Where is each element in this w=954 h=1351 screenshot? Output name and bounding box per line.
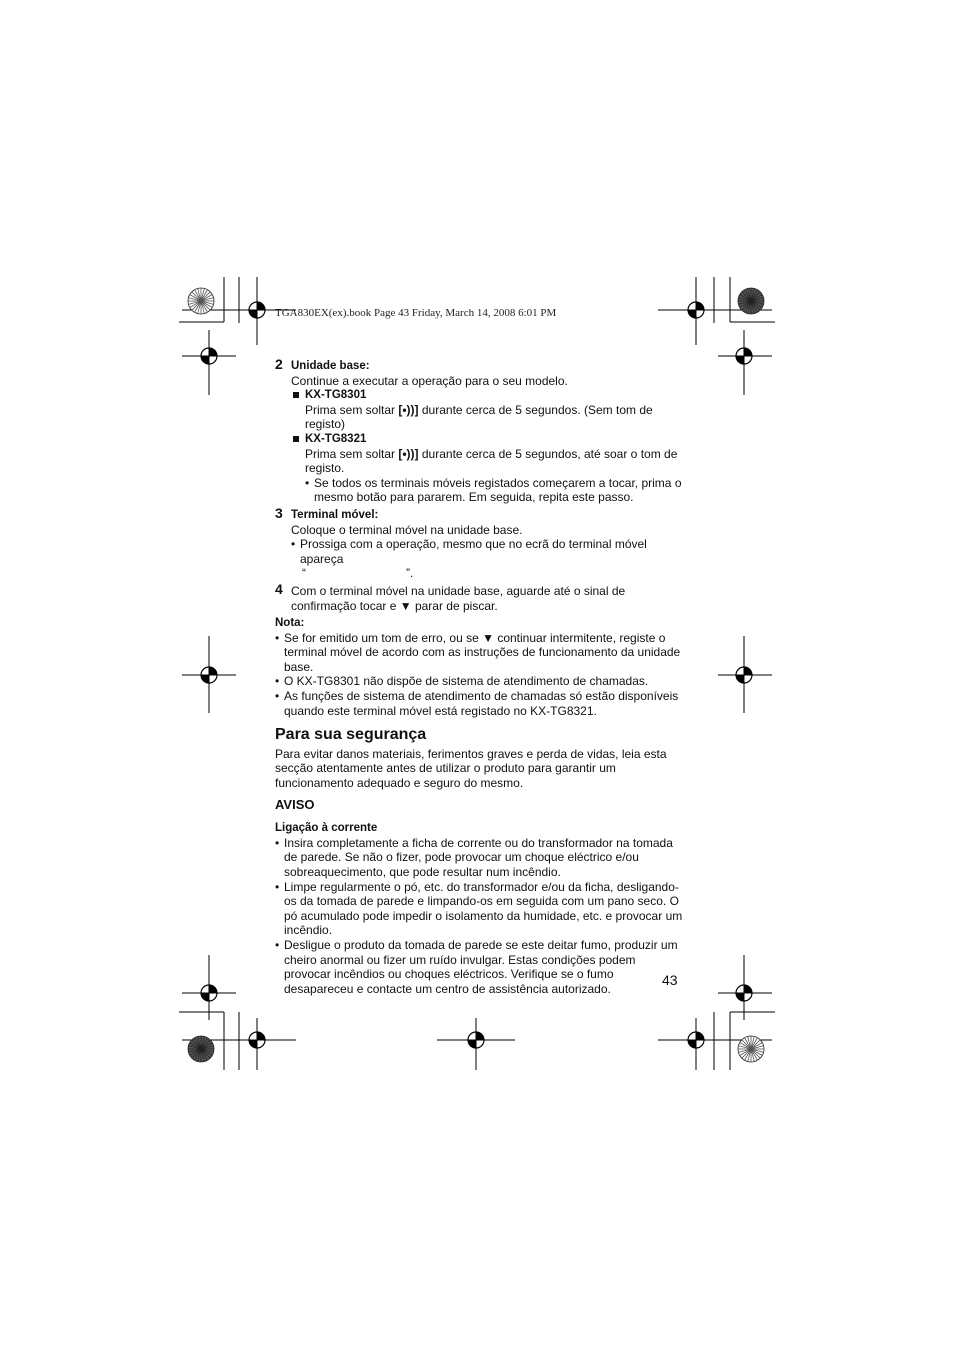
step-number: 2 [275, 356, 283, 372]
antenna-icon: ▼ [399, 598, 412, 613]
page-number: 43 [662, 972, 678, 988]
antenna-icon: ▼ [482, 630, 494, 645]
step-intro: Coloque o terminal móvel na unidade base. [291, 522, 523, 537]
section-title: Para sua segurança [275, 726, 427, 744]
page-content [275, 356, 685, 996]
step-4 [275, 580, 685, 613]
list-item: • Desligue o produto da tomada de parede se este deitar fumo, produzir um cheiro anormal ou fizer um ruído invulgar. Estas condições podem provocar incêndios ou choques eléctricos. Verifique se o fumo desapareceu e contacte um centro de assistência autorizado. [275, 938, 685, 996]
model-instruction: Prima sem soltar [•))] durante cerca de 5 segundos. (Sem tom de registo) [305, 402, 653, 432]
section-intro: Para evitar danos materiais, ferimentos graves e perda de vidas, leia esta secção atentamente antes de utilizar o produto para garantir um funcionamento adequado e seguro do mesmo. [275, 746, 667, 791]
model-kx-tg8321: KX-TG8321 [293, 432, 685, 447]
list-item: • Se for emitido um tom de erro, ou se ▼ continuar intermitente, registe o terminal móvel de acordo com as instruções de funcionamento da unidade base. [275, 631, 685, 675]
list-item: • O KX-TG8301 não dispõe de sistema de atendimento de chamadas. [275, 674, 685, 689]
step-number: 4 [275, 580, 283, 597]
list-item: • Limpe regularmente o pó, etc. do transformador e/ou da ficha, desligando-os da tomada de parede e limpando-os em seguida com um pano seco. O pó acumulado pode impedir o isolamento da humidade, etc. e provocar um incêndio. [275, 880, 685, 938]
list-item: • As funções de sistema de atendimento de chamadas só estão disponíveis quando este terminal móvel está registado no KX-TG8321. [275, 689, 685, 718]
step-text: Com o terminal móvel na unidade base, aguarde até o sinal de confirmação tocar e ▼ parar de piscar. [291, 583, 626, 613]
list-item: • Prossiga com a operação, mesmo que no ecrã do terminal móvel apareça “ ”. [291, 537, 685, 581]
print-header: TGA830EX(ex).book Page 43 Friday, March 14, 2008 6:01 PM [275, 307, 557, 319]
step-title: Unidade base: [291, 360, 370, 372]
subheading: Ligação à corrente [275, 822, 378, 835]
step-3 [275, 504, 685, 581]
warning-heading: AVISO [275, 796, 315, 812]
locator-key-icon: [•))] [398, 402, 419, 417]
note-title: Nota: [275, 617, 305, 630]
list-item: • Se todos os terminais móveis registados começarem a tocar, prima o mesmo botão para pararem. Em seguida, repita este passo. [305, 476, 685, 505]
model-kx-tg8301: KX-TG8301 [293, 388, 685, 403]
model-instruction: Prima sem soltar [•))] durante cerca de 5 segundos, até soar o tom de registo. [305, 446, 678, 476]
step-intro: Continue a executar a operação para o seu modelo. [291, 373, 568, 388]
step-title: Terminal móvel: [291, 508, 379, 521]
locator-key-icon: [•))] [398, 446, 419, 461]
list-item: • Insira completamente a ficha de corrente ou do transformador na tomada de parede. Se não o fizer, pode provocar um choque eléctrico e/ou sobreaquecimento, que pode resultar num incêndio. [275, 836, 685, 880]
step-2 [275, 356, 685, 505]
step-number: 3 [275, 504, 283, 521]
